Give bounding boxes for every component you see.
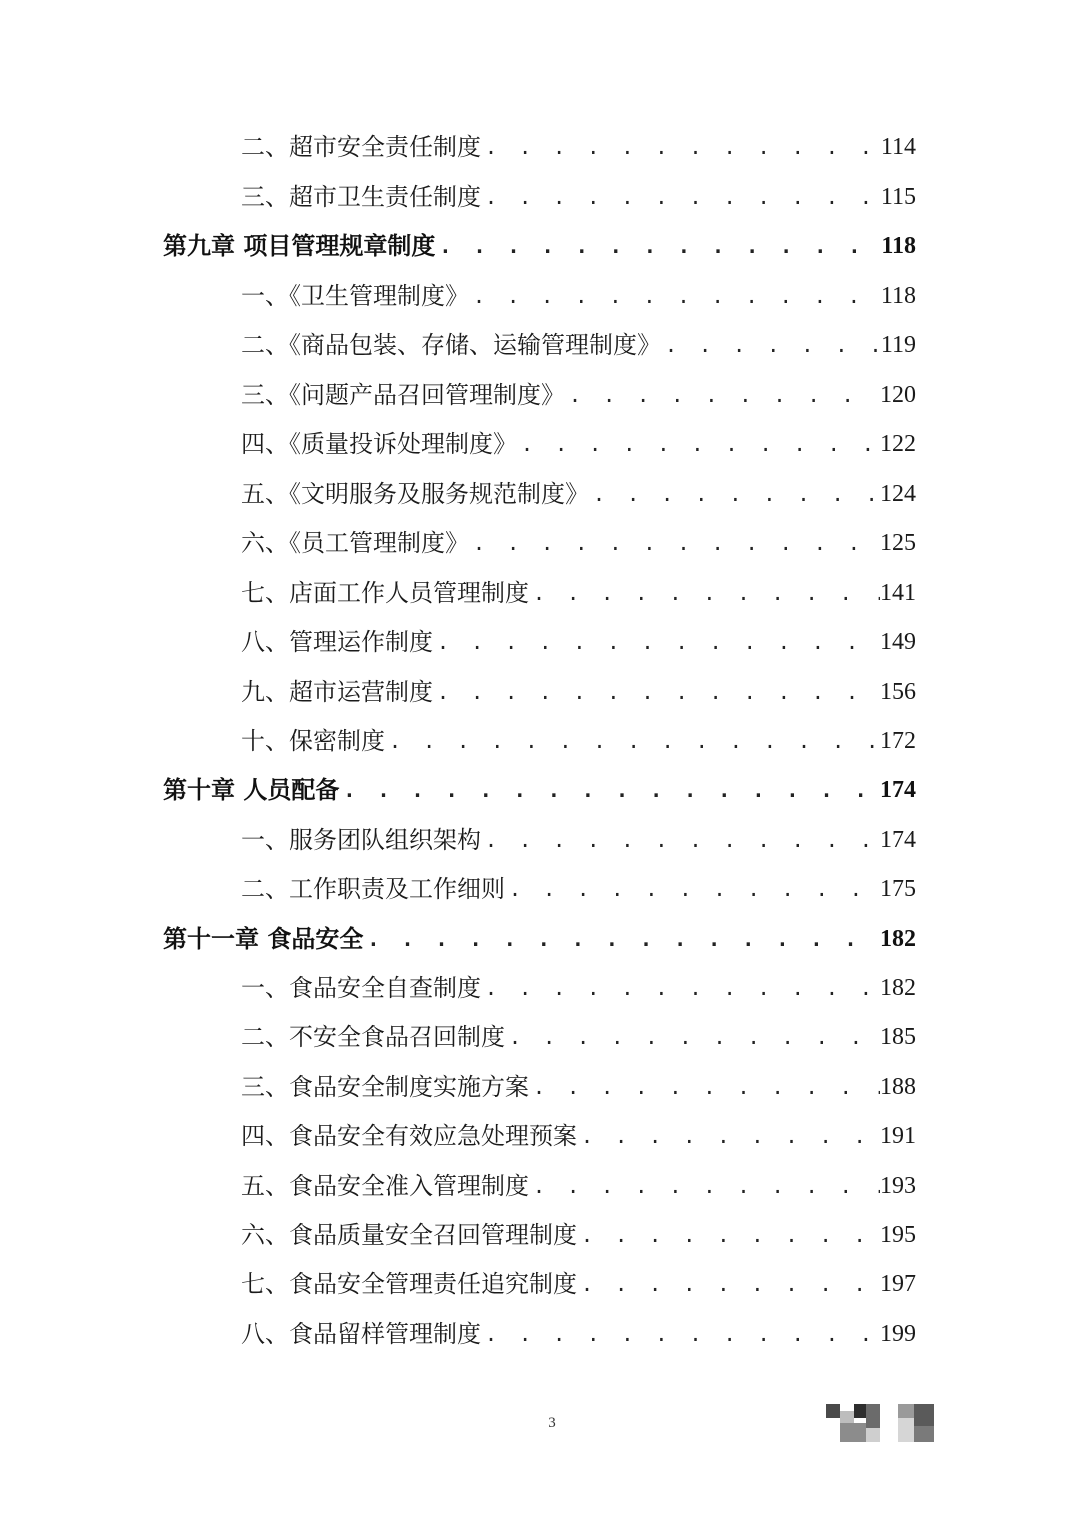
toc-entry-title: 八、食品留样管理制度 (241, 1320, 481, 1348)
toc-entry-page: 182 (880, 975, 916, 1001)
toc-entry[interactable] (241, 424, 916, 464)
toc-leader-dots (481, 968, 880, 1008)
toc-entry-page: 175 (880, 876, 916, 902)
toc-entry-title: 九、超市运营制度 (241, 678, 433, 706)
toc-entry-title: 四、《质量投诉处理制度》 (241, 430, 517, 458)
toc-entry-title: 十、保密制度 (241, 727, 385, 755)
toc-leader-dots (577, 1264, 880, 1304)
toc-entry-title: 二、工作职责及工作细则 (241, 875, 505, 903)
toc-entry-page: 120 (880, 382, 916, 408)
toc-entry-title: 二、超市安全责任制度 (241, 133, 481, 161)
toc-entry-page: 185 (880, 1024, 916, 1050)
toc-entry-title: 五、《文明服务及服务规范制度》 (241, 480, 589, 508)
toc-leader-dots (517, 424, 880, 464)
toc-entry-title: 七、食品安全管理责任追究制度 (241, 1270, 577, 1298)
toc-entry-page: 188 (880, 1074, 916, 1100)
toc-entry[interactable] (241, 127, 916, 167)
toc-entry-page: 124 (880, 481, 916, 507)
toc-entry-page: 122 (880, 431, 916, 457)
toc-entry[interactable] (241, 820, 916, 860)
toc-entry-title: 六、《员工管理制度》 (241, 529, 469, 557)
toc-entry[interactable] (241, 276, 916, 316)
toc-entry-title: 四、食品安全有效应急处理预案 (241, 1122, 577, 1150)
toc-leader-dots (481, 177, 881, 217)
toc-entry-title: 六、食品质量安全召回管理制度 (241, 1221, 577, 1249)
toc-entry-page: 195 (880, 1222, 916, 1248)
toc-leader-dots (363, 919, 880, 959)
toc-leader-dots (469, 276, 881, 316)
toc-chapter-title: 第十章 人员配备 (163, 775, 340, 804)
toc-entry-page: 118 (880, 283, 916, 309)
page-number: 3 (548, 1415, 556, 1431)
toc-entry-title: 一、服务团队组织架构 (241, 826, 481, 854)
toc-entry[interactable] (241, 573, 916, 613)
toc-entry-title: 七、店面工作人员管理制度 (241, 579, 529, 607)
toc-entry[interactable] (241, 1166, 916, 1206)
toc-chapter-entry[interactable] (163, 226, 916, 266)
toc-chapter-page: 182 (880, 926, 916, 952)
toc-entry-page: 141 (880, 580, 916, 606)
toc-entry[interactable] (241, 1215, 916, 1255)
toc-leader-dots (481, 820, 880, 860)
toc-leader-dots (577, 1116, 880, 1156)
toc-entry-title: 二、不安全食品召回制度 (241, 1023, 505, 1051)
toc-entry-page: 193 (880, 1173, 916, 1199)
toc-leader-dots (589, 474, 880, 514)
toc-leader-dots (481, 1314, 880, 1354)
toc-entry-page: 156 (880, 679, 916, 705)
toc-entry-page: 172 (880, 728, 916, 754)
toc-entry-page: 174 (880, 827, 916, 853)
watermark-logo-icon (826, 1404, 936, 1444)
toc-leader-dots (505, 1017, 880, 1057)
toc-entry-title: 八、管理运作制度 (241, 628, 433, 656)
toc-entry-title: 一、食品安全自查制度 (241, 974, 481, 1002)
toc-leader-dots (661, 325, 881, 365)
toc-entry[interactable] (241, 622, 916, 662)
toc-entry-page: 125 (880, 530, 916, 556)
toc-entry[interactable] (241, 375, 916, 415)
toc-chapter-entry[interactable] (163, 919, 916, 959)
toc-entry-page: 115 (880, 184, 916, 210)
toc-leader-dots (433, 672, 880, 712)
toc-entry-page: 197 (880, 1271, 916, 1297)
toc-entry-page: 191 (880, 1123, 916, 1149)
toc-entry[interactable] (241, 672, 916, 712)
toc-entry[interactable] (241, 869, 916, 909)
toc-entry-page: 149 (880, 629, 916, 655)
toc-entry-title: 三、食品安全制度实施方案 (241, 1073, 529, 1101)
toc-leader-dots (435, 226, 881, 266)
toc-entry[interactable] (241, 325, 916, 365)
toc-entry-page: 114 (880, 134, 916, 160)
toc-chapter-page: 174 (880, 777, 916, 803)
toc-entry[interactable] (241, 1314, 916, 1354)
toc-chapter-title: 第十一章 食品安全 (163, 924, 364, 953)
toc-entry[interactable] (241, 1116, 916, 1156)
toc-entry-page: 199 (880, 1321, 916, 1347)
toc-leader-dots (433, 622, 880, 662)
toc-entry[interactable] (241, 523, 916, 563)
toc-leader-dots (529, 1166, 880, 1206)
toc-entry[interactable] (241, 177, 916, 217)
toc-entry-title: 五、食品安全准入管理制度 (241, 1172, 529, 1200)
toc-entry-title: 一、《卫生管理制度》 (241, 282, 469, 310)
toc-chapter-entry[interactable] (163, 770, 916, 810)
toc-entry[interactable] (241, 1067, 916, 1107)
toc-entry-title: 二、《商品包装、存储、运输管理制度》 (241, 331, 661, 359)
toc-entry[interactable] (241, 474, 916, 514)
toc-leader-dots (529, 1067, 880, 1107)
toc-entry[interactable] (241, 721, 916, 761)
toc-leader-dots (339, 770, 880, 810)
toc-leader-dots (577, 1215, 880, 1255)
toc-entry[interactable] (241, 968, 916, 1008)
toc-chapter-title: 第九章 项目管理规章制度 (163, 231, 436, 260)
toc-entry-title: 三、《问题产品召回管理制度》 (241, 381, 565, 409)
toc-leader-dots (565, 375, 880, 415)
toc-leader-dots (385, 721, 880, 761)
toc-entry[interactable] (241, 1264, 916, 1304)
toc-entry[interactable] (241, 1017, 916, 1057)
toc-leader-dots (469, 523, 880, 563)
toc-leader-dots (505, 869, 880, 909)
toc-entry-page: 119 (880, 332, 916, 358)
toc-chapter-page: 118 (881, 233, 916, 259)
toc-leader-dots (529, 573, 880, 613)
toc-entry-title: 三、超市卫生责任制度 (241, 183, 481, 211)
toc-leader-dots (481, 127, 881, 167)
